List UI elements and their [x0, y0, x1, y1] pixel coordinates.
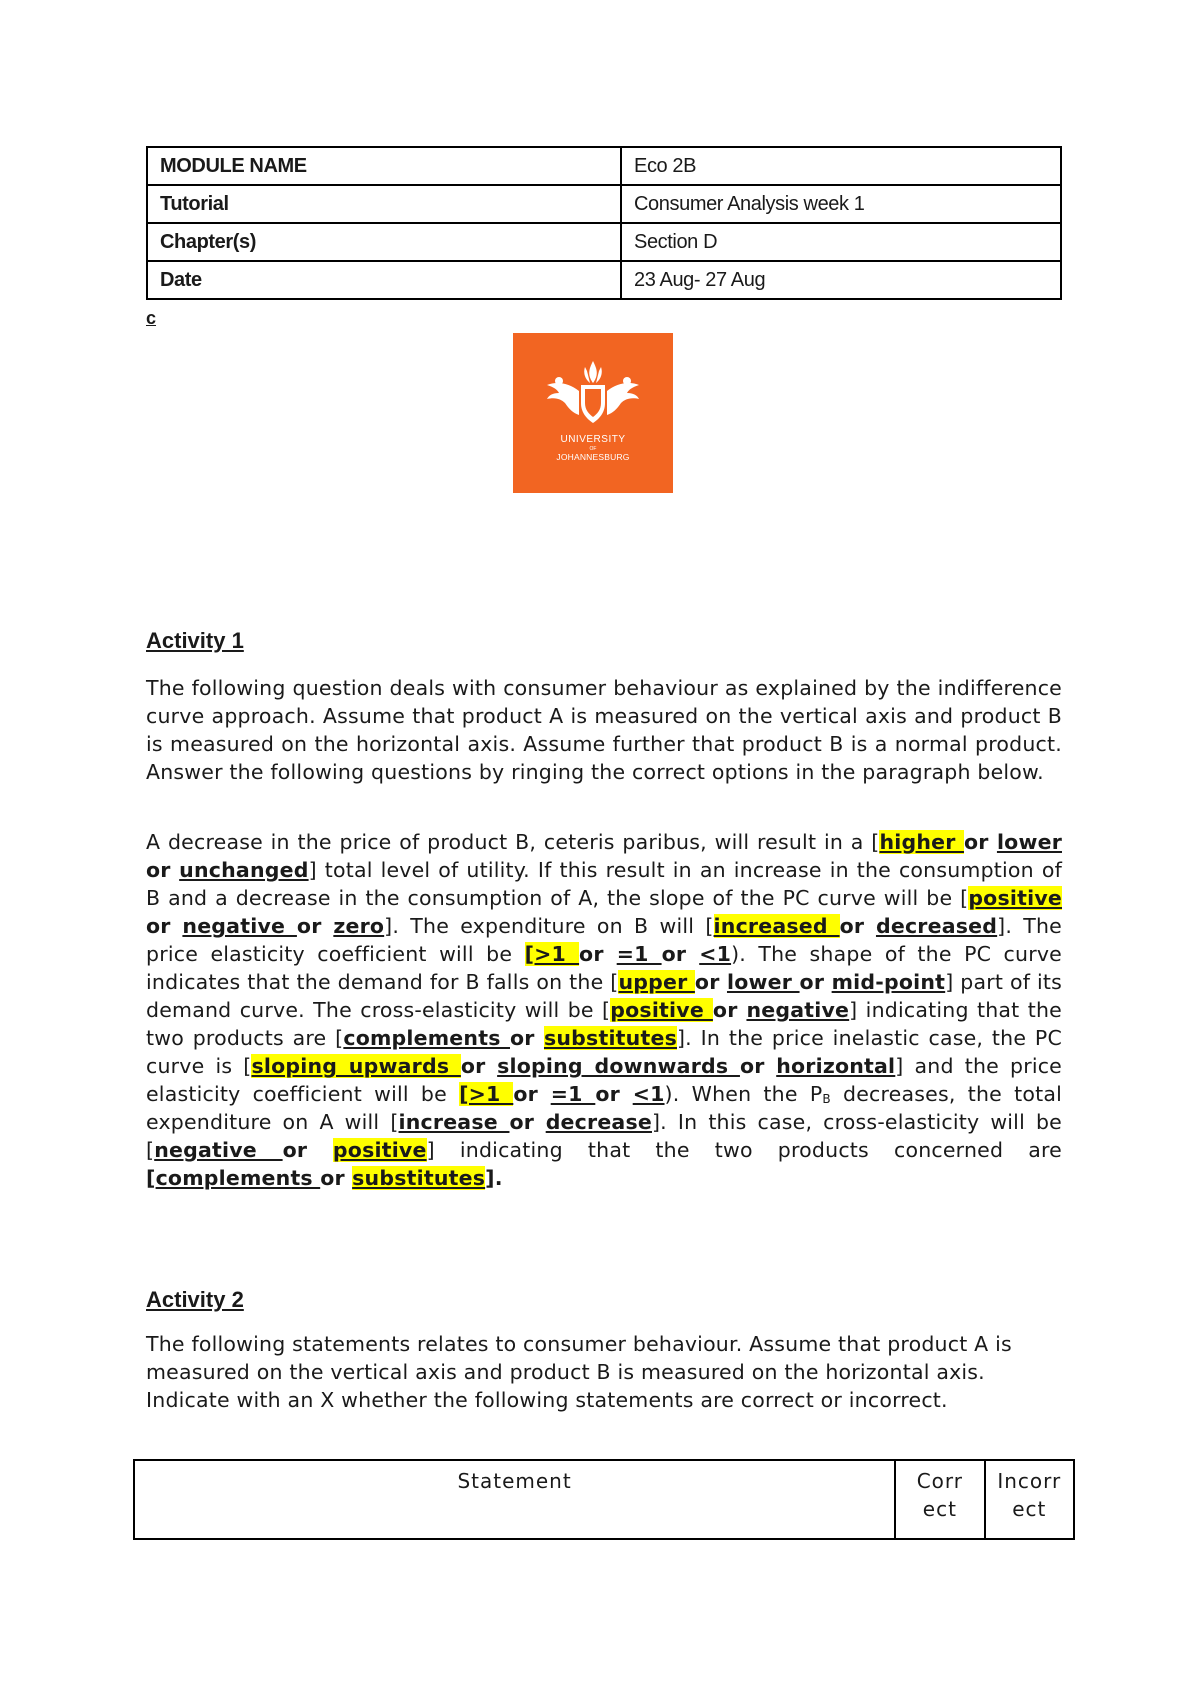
- text: ] part of its demand curve. The cross-elasticity will be [: [146, 970, 1062, 1022]
- crest-icon: [513, 333, 673, 493]
- option: upper: [618, 970, 695, 994]
- option: sloping downwards: [497, 1054, 740, 1078]
- or-word: or: [712, 998, 747, 1022]
- or-word: or: [963, 830, 997, 854]
- activity1-paragraph: [146, 828, 1062, 1192]
- or-word: or: [509, 1110, 546, 1134]
- text: decreases, the total expenditure on A will [: [146, 1082, 1062, 1134]
- table-row: [147, 147, 1061, 185]
- option: <1: [632, 1082, 665, 1106]
- text: ] indicating that the two products are [: [146, 998, 1062, 1050]
- incorrect-header: [985, 1460, 1074, 1539]
- table-row: [147, 185, 1061, 223]
- option: positive: [968, 886, 1062, 910]
- option: increase: [398, 1110, 510, 1134]
- table-header-row: [134, 1460, 1074, 1539]
- or-word: or: [510, 1026, 544, 1050]
- option: substitutes: [543, 1026, 677, 1050]
- or-word: or: [595, 1082, 633, 1106]
- option: lower: [996, 830, 1062, 854]
- bracket: [: [146, 1166, 156, 1190]
- text: ]. The expenditure on B will [: [384, 914, 714, 938]
- stray-mark: c: [146, 308, 157, 328]
- or-word: or: [694, 970, 727, 994]
- info-value: Eco 2B: [621, 147, 1061, 185]
- option: [>1: [524, 942, 580, 966]
- text: A decrease in the price of product B, ceteris paribus, will result in a [: [146, 830, 880, 854]
- option: mid-point: [831, 970, 946, 994]
- text: ] indicating that the two products concerned are: [426, 1138, 1062, 1162]
- statement-table: [133, 1459, 1075, 1540]
- text: ). The shape of the PC curve indicates that the demand for B falls on the [: [146, 942, 1062, 994]
- info-label: Chapter(s): [147, 223, 621, 261]
- option: zero: [333, 914, 385, 938]
- option: sloping upwards: [251, 1054, 461, 1078]
- table-row: [147, 223, 1061, 261]
- or-word: or: [460, 1054, 498, 1078]
- option: <1: [699, 942, 732, 966]
- module-info-table: [146, 146, 1062, 300]
- info-value: 23 Aug- 27 Aug: [621, 261, 1061, 299]
- or-word: or: [282, 1138, 333, 1162]
- header-line: ect: [1012, 1497, 1047, 1521]
- info-value: Consumer Analysis week 1: [621, 185, 1061, 223]
- option: negative: [154, 1138, 283, 1162]
- option: =1: [616, 942, 662, 966]
- or-word: or: [579, 942, 617, 966]
- option: negative: [182, 914, 297, 938]
- info-value: Section D: [621, 223, 1061, 261]
- correct-header: [895, 1460, 984, 1539]
- logo-line-university: UNIVERSITY: [560, 434, 626, 445]
- text: ). When the P: [664, 1082, 823, 1106]
- subscript: B: [822, 1092, 831, 1106]
- university-logo: [513, 333, 673, 493]
- text: ]. The price elasticity coefficient will be: [146, 914, 1062, 966]
- activity1-heading: Activity 1: [146, 628, 244, 653]
- option: decreased: [875, 914, 998, 938]
- option: positive: [610, 998, 713, 1022]
- info-label: Date: [147, 261, 621, 299]
- info-label: Tutorial: [147, 185, 621, 223]
- option: increased: [713, 914, 840, 938]
- option: lower: [726, 970, 800, 994]
- or-word: or: [146, 858, 180, 882]
- info-label: MODULE NAME: [147, 147, 621, 185]
- or-word: or: [513, 1082, 551, 1106]
- option: complements: [343, 1026, 510, 1050]
- table-row: [147, 261, 1061, 299]
- option: [>1: [459, 1082, 514, 1106]
- option: =1: [550, 1082, 596, 1106]
- text: ]. In the price inelastic case, the PC curve is [: [146, 1026, 1062, 1078]
- option: higher: [879, 830, 964, 854]
- text: ]. In this case, cross-elasticity will be [: [146, 1110, 1062, 1162]
- logo-line-of: OF: [589, 446, 597, 452]
- option: complements: [155, 1166, 321, 1190]
- or-word: or: [320, 1166, 353, 1190]
- or-word: or: [296, 914, 334, 938]
- option: negative: [746, 998, 850, 1022]
- option: horizontal: [776, 1054, 896, 1078]
- statement-header: Statement: [134, 1460, 895, 1539]
- activity2-heading: Activity 2: [146, 1287, 244, 1312]
- option: positive: [332, 1138, 427, 1162]
- header-line: Incorr: [997, 1469, 1062, 1493]
- option: unchanged: [179, 858, 309, 882]
- header-line: Corr: [916, 1469, 963, 1493]
- or-word: or: [839, 914, 876, 938]
- activity1-intro: The following question deals with consumer behaviour as explained by the indifference curve approach. Assume that product A is measured on the vertical axis and product B is measured on the horizontal axis. Assume further that product B is a normal product. Answer the following questions by ringing the correct options in the paragraph below.: [146, 676, 1062, 784]
- activity2-intro: The following statements relates to consumer behaviour. Assume that product A is measured on the vertical axis and product B is measured on the horizontal axis. Indicate with an X whether the following statements are correct or incorrect.: [146, 1332, 1012, 1412]
- or-word: or: [661, 942, 700, 966]
- text: ] total level of utility. If this result in an increase in the consumption of B and a decrease in the consumption of A, the slope of the PC curve will be [: [146, 858, 1062, 910]
- option: decrease: [545, 1110, 652, 1134]
- or-word: or: [799, 970, 832, 994]
- header-line: ect: [922, 1497, 957, 1521]
- text: ] and the price elasticity coefficient will be: [146, 1054, 1062, 1106]
- or-word: or: [739, 1054, 777, 1078]
- logo-line-johannesburg: JOHANNESBURG: [556, 452, 630, 462]
- or-word: or: [146, 914, 183, 938]
- bracket: ].: [485, 1166, 503, 1190]
- option: substitutes: [352, 1166, 486, 1190]
